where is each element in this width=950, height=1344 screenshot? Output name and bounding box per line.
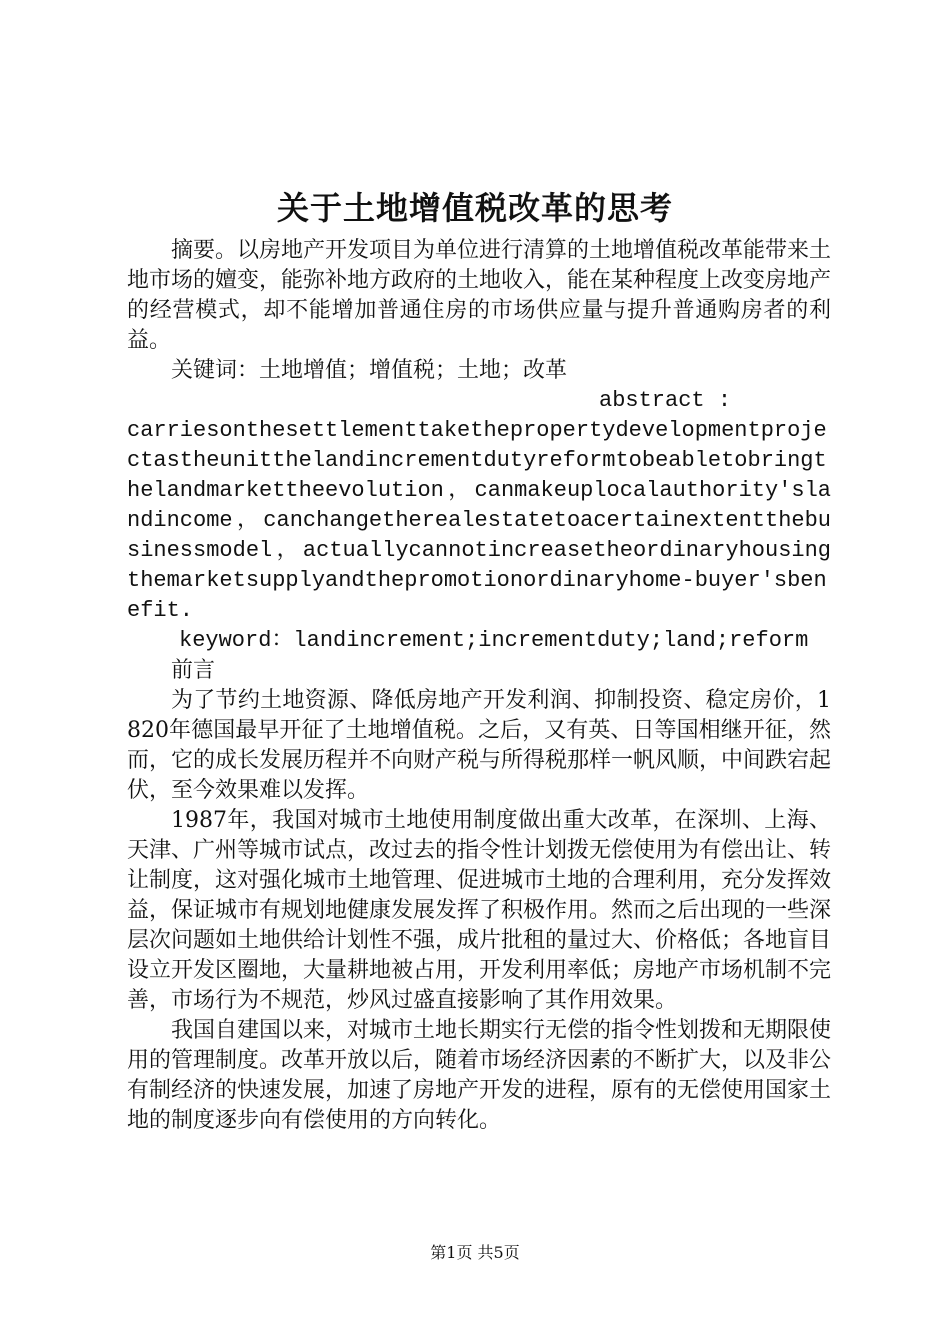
page-footer: 第1页 共5页 (430, 1243, 520, 1262)
keywords-english: keyword：landincrement;incrementduty;land;reform (179, 628, 809, 653)
abstract-english-label: abstract : (599, 388, 732, 413)
keywords-chinese: 关键词：土地增值；增值税；土地；改革 (171, 358, 568, 383)
abstract-english-body: carriesonthesettlementtakethepropertydevelopmentprojectastheunitthelandincrementdutyreformtobeabletobringthelandmarkettheevolution，canmakeuplocalauthority'slandincome，canchangetherealestatetoacertainextentthebusinessmodel，actuallycannotincreasetheordinaryhousingthemarketsupplyandthepromotionordinaryhome-buyer'sbenefit. (127, 418, 831, 623)
abstract-english (127, 386, 831, 626)
paragraph-2: 1987年，我国对城市土地使用制度做出重大改革，在深圳、上海、天津、广州等城市试点，改过去的指令性计划拨无偿使用为有偿出让、转让制度，这对强化城市土地管理、促进城市土地的合理利用，充分发挥效益，保证城市有规划地健康发展发挥了积极作用。然而之后出现的一些深层次问题如土地供给计划性不强，成片批租的量过大、价格低；各地盲目设立开发区圈地，大量耕地被占用，开发利用率低；房地产市场机制不完善，市场行为不规范，炒风过盛直接影响了其作用效果。 (127, 808, 832, 1013)
document-body (127, 236, 831, 1136)
paragraph-1: 为了节约土地资源、降低房地产开发利润、抑制投资、稳定房价，1820年德国最早开征了土地增值税。之后，又有英、日等国相继开征，然而，它的成长发展历程并不向财产税与所得税那样一帆风顺，中间跌宕起伏，至今效果难以发挥。 (127, 688, 832, 803)
preface-heading: 前言 (171, 658, 216, 683)
abstract-chinese: 摘要。以房地产开发项目为单位进行清算的土地增值税改革能带来土地市场的嬗变，能弥补地方政府的土地收入，能在某种程度上改变房地产的经营模式，却不能增加普通住房的市场供应量与提升普通购房者的利益。 (127, 238, 832, 353)
paragraph-3: 我国自建国以来，对城市土地长期实行无偿的指令性划拨和无期限使用的管理制度。改革开放以后，随着市场经济因素的不断扩大，以及非公有制经济的快速发展，加速了房地产开发的进程，原有的无偿使用国家土地的制度逐步向有偿使用的方向转化。 (127, 1018, 832, 1133)
document-title: 关于土地增值税改革的思考 (276, 189, 673, 227)
